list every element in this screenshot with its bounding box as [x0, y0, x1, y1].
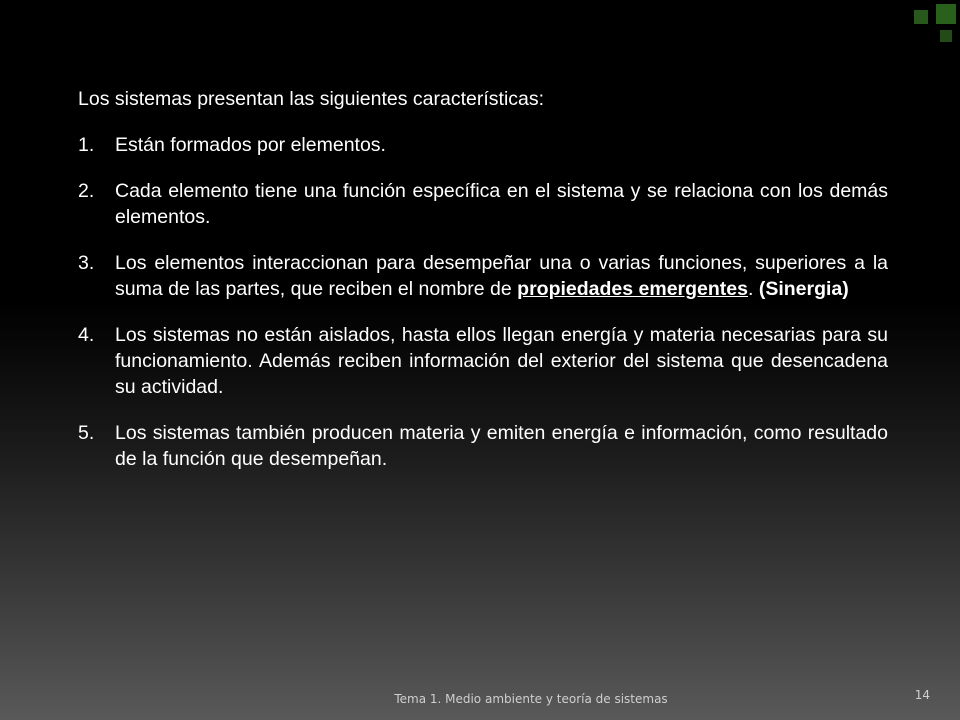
- synergy-label: (Sinergia): [758, 278, 849, 300]
- item-text: Cada elemento tiene una función específica en el sistema y se relaciona con los demás elementos.: [115, 180, 888, 228]
- list-item: [78, 178, 888, 230]
- item-text: Están formados por elementos.: [115, 134, 386, 156]
- item-number: 2.: [78, 180, 95, 202]
- slide-content: [78, 86, 888, 492]
- decorative-corner-squares: [840, 0, 960, 80]
- list-item: [78, 420, 888, 472]
- item-text: Los sistemas también producen materia y emiten energía e información, como resultado de la función que desempeñan.: [115, 422, 888, 470]
- item-number: 5.: [78, 422, 95, 444]
- footer-title: Tema 1. Medio ambiente y teoría de sistemas: [394, 692, 668, 706]
- page-number: 14: [914, 688, 930, 702]
- item-number: 4.: [78, 324, 95, 346]
- emergent-properties-term: propiedades emergentes: [517, 278, 748, 300]
- list-item: [78, 132, 888, 158]
- item-text-separator: .: [748, 278, 759, 300]
- item-text: Los elementos interaccionan para desempeñar una o varias funciones, superiores a la suma de las partes, que reciben el nombre de: [115, 252, 888, 300]
- list-item: [78, 322, 888, 400]
- intro-text: Los sistemas presentan las siguientes características:: [78, 88, 545, 110]
- item-number: 3.: [78, 252, 95, 274]
- characteristics-list: [78, 132, 888, 472]
- item-text: Los sistemas no están aislados, hasta ellos llegan energía y materia necesarias para su funcionamiento. Además reciben información del exterior del sistema que desencadena su actividad.: [115, 324, 888, 398]
- list-item: [78, 250, 888, 302]
- item-number: 1.: [78, 134, 95, 156]
